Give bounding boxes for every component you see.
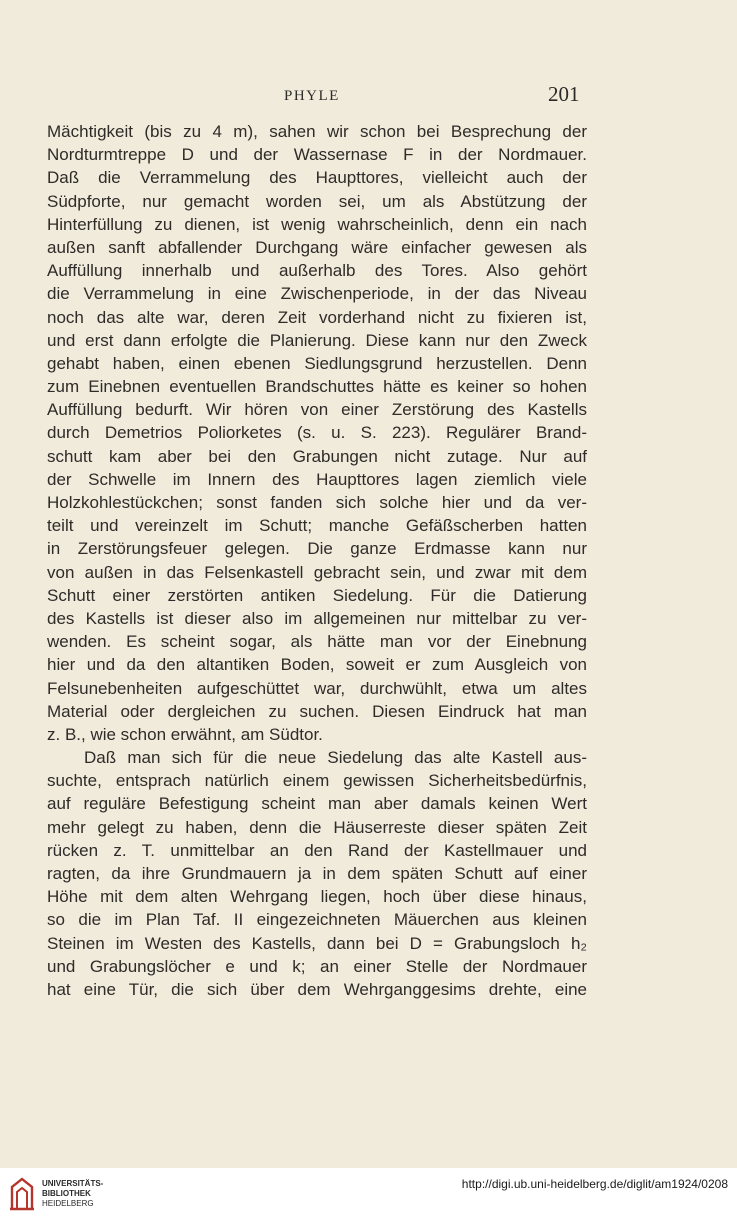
text-line: wenden. Es scheint sogar, als hätte man vor der Einebnung bbox=[47, 632, 587, 652]
library-name-line: BIBLIOTHEK bbox=[42, 1189, 91, 1198]
text-line: Schutt einer zerstörten antiken Siedelung. Für die Datierung bbox=[47, 585, 587, 605]
university-library-logo-icon bbox=[8, 1175, 36, 1213]
text-line: z. B., wie schon erwähnt, am Südtor. bbox=[47, 724, 323, 744]
text-line: gehabt haben, einen ebenen Siedlungsgrund herzustellen. Denn bbox=[47, 353, 587, 373]
text-line: der Schwelle im Innern des Haupttores lagen ziemlich viele bbox=[47, 469, 587, 489]
text-line: auf reguläre Befestigung scheint man aber damals keinen Wert bbox=[47, 794, 587, 814]
text-line: des Kastells ist dieser also im allgemeinen nur mittelbar zu ver- bbox=[47, 608, 587, 628]
text-line: Mächtigkeit (bis zu 4 m), sahen wir schon bei Besprechung der bbox=[47, 122, 587, 141]
text-line: mehr gelegt zu haben, denn die Häuserreste dieser späten Zeit bbox=[47, 817, 587, 837]
text-line: hier und da den altantiken Boden, soweit er zum Ausgleich von bbox=[47, 655, 587, 675]
text-line: Nordturmtreppe D und der Wassernase F in der Nordmauer. bbox=[47, 145, 587, 165]
text-line: Steinen im Westen des Kastells, dann bei D = Grabungsloch h₂ bbox=[47, 933, 587, 953]
permalink-url[interactable]: http://digi.ub.uni-heidelberg.de/diglit/am1924/0208 bbox=[461, 1177, 728, 1191]
text-line: noch das alte war, deren Zeit vorderhand nicht zu fixieren ist, bbox=[47, 307, 587, 327]
text-line: Hinterfüllung zu dienen, ist wenig wahrscheinlich, denn ein nach bbox=[47, 214, 587, 234]
text-line: ragten, da ihre Grundmauern ja in dem späten Schutt auf einer bbox=[47, 864, 587, 883]
text-line: die Verrammelung in eine Zwischenperiode, in der das Niveau bbox=[47, 284, 587, 304]
text-line: außen sanft abfallender Durchgang wäre einfacher gewesen als bbox=[47, 237, 587, 257]
text-line: zum Einebnen eventuellen Brandschuttes hätte es keiner so hohen bbox=[47, 377, 587, 397]
text-line: in Zerstörungsfeuer gelegen. Die ganze Erdmasse kann nur bbox=[47, 539, 587, 559]
library-name bbox=[42, 1179, 103, 1209]
body-text bbox=[47, 120, 587, 1001]
text-line: Daß die Verrammelung des Haupttores, vielleicht auch der bbox=[47, 168, 587, 188]
text-line: rücken z. T. unmittelbar an den Rand der Kastellmauer und bbox=[47, 840, 587, 860]
library-name-line: UNIVERSITÄTS- bbox=[42, 1179, 104, 1188]
text-line: von außen in das Felsenkastell gebracht sein, und zwar mit dem bbox=[47, 562, 587, 582]
running-head-title: PHYLE bbox=[284, 88, 340, 104]
text-line: Material oder dergleichen zu suchen. Diesen Eindruck hat man bbox=[47, 701, 587, 721]
text-line: Holzkohlestückchen; sonst fanden sich solche hier und da ver- bbox=[47, 493, 587, 512]
text-line: Auffüllung bedurft. Wir hören von einer Zerstörung des Kastells bbox=[47, 400, 587, 420]
page-number: 201 bbox=[548, 82, 580, 106]
text-line: Südpforte, nur gemacht worden sei, um als Abstützung der bbox=[47, 191, 587, 211]
text-line: Auffüllung innerhalb und außerhalb des Tores. Also gehört bbox=[47, 261, 587, 281]
text-line: hat eine Tür, die sich über dem Wehrganggesims drehte, eine bbox=[47, 979, 587, 999]
library-footer bbox=[0, 1168, 737, 1221]
text-line: durch Demetrios Poliorketes (s. u. S. 223). Regulärer Brand- bbox=[47, 423, 587, 443]
text-line: und erst dann erfolgte die Planierung. Diese kann nur den Zweck bbox=[47, 330, 587, 350]
text-line: und Grabungslöcher e und k; an einer Stelle der Nordmauer bbox=[47, 956, 587, 976]
text-line: suchte, entsprach natürlich einem gewissen Sicherheitsbedürfnis, bbox=[47, 771, 587, 791]
text-line: so die im Plan Taf. II eingezeichneten Mäuerchen aus kleinen bbox=[47, 910, 587, 930]
library-name-line: HEIDELBERG bbox=[42, 1199, 94, 1208]
text-line: Daß man sich für die neue Siedelung das alte Kastell aus- bbox=[84, 748, 587, 768]
text-line: Felsunebenheiten aufgeschüttet war, durchwühlt, etwa um altes bbox=[47, 678, 587, 698]
text-line: schutt kam aber bei den Grabungen nicht zutage. Nur auf bbox=[47, 446, 587, 466]
text-line: Höhe mit dem alten Wehrgang liegen, hoch über diese hinaus, bbox=[47, 887, 587, 907]
text-line: teilt und vereinzelt im Schutt; manche Gefäßscherben hatten bbox=[47, 516, 587, 536]
running-head bbox=[0, 82, 737, 108]
